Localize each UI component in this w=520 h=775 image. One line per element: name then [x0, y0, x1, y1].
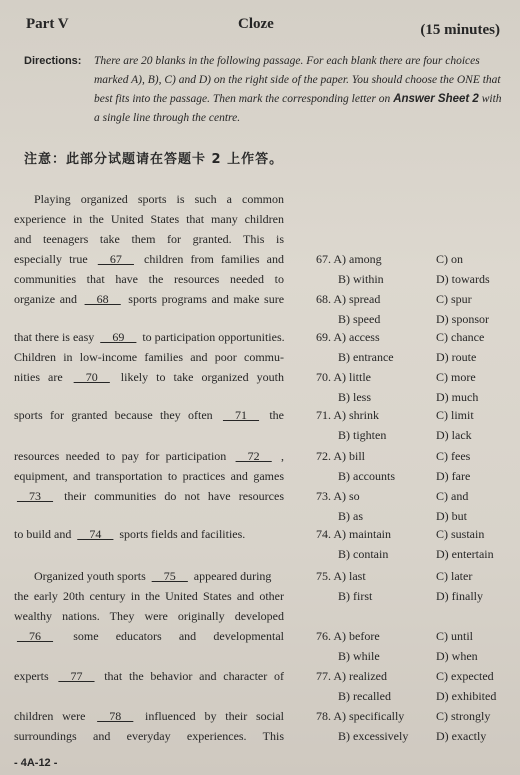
option-76-c: C) until	[436, 629, 474, 643]
option-69-d: D) route	[436, 350, 477, 364]
passage-text-segment: to participation opportunities.	[142, 330, 285, 344]
option-67-c: C) on	[436, 252, 463, 266]
blank-68: __68__	[84, 292, 121, 306]
passage-line	[14, 709, 284, 724]
option-70-c: C) more	[436, 370, 476, 384]
directions-tail: with a single line through the centre.	[94, 93, 502, 124]
option-73-d: D) but	[436, 509, 467, 523]
passage-text-segment: that there is easy	[14, 330, 95, 344]
passage-line	[14, 527, 284, 542]
passage-line	[14, 370, 284, 385]
option-71-b: B) tighten	[338, 428, 387, 442]
option-70-b: B) less	[338, 390, 371, 404]
passage-line	[14, 350, 284, 365]
passage-text-segment: sports for granted because they often	[14, 408, 213, 422]
passage-line	[14, 408, 284, 423]
option-68-c: C) spur	[436, 292, 472, 306]
option-75-b: B) first	[338, 589, 373, 603]
passage-text-segment: surroundings and everyday experiences. This	[14, 729, 284, 743]
passage-line	[14, 449, 284, 464]
option-76-d: D) when	[436, 649, 478, 663]
option-67-a: 67. A) among	[316, 252, 382, 266]
option-78-c: C) strongly	[436, 709, 491, 723]
passage-line	[14, 330, 284, 345]
directions-label: Directions:	[24, 55, 82, 67]
passage-line	[14, 252, 284, 267]
blank-71: __71__	[223, 408, 259, 422]
passage-text-segment: resources needed to pay for participation	[14, 449, 227, 463]
passage-line	[14, 669, 284, 684]
passage-line	[14, 589, 284, 604]
option-67-d: D) towards	[436, 272, 490, 286]
blank-69: __69__	[100, 330, 137, 344]
option-74-c: C) sustain	[436, 527, 485, 541]
passage-line	[34, 192, 284, 207]
blank-78: __78__	[97, 709, 134, 723]
blank-72: __72__	[235, 449, 272, 463]
option-71-d: D) lack	[436, 428, 472, 442]
option-78-d: D) exactly	[436, 729, 487, 743]
passage-text-segment: experience in the United States that many children	[14, 212, 284, 226]
option-67-b: B) within	[338, 272, 384, 286]
passage-line	[14, 272, 284, 287]
option-77-c: C) expected	[436, 669, 494, 683]
blank-67: __67__	[97, 252, 134, 266]
option-68-a: 68. A) spread	[316, 292, 381, 306]
option-69-c: C) chance	[436, 330, 485, 344]
blank-74: __74__	[77, 527, 114, 541]
option-77-d: D) exhibited	[436, 689, 497, 703]
passage-text-segment: appeared during	[193, 569, 272, 583]
passage-line	[14, 232, 284, 247]
passage-text-segment: some educators and developmental	[73, 629, 285, 643]
notice-chinese: 注意：此部分试题请在答题卡 2 上作答。	[24, 152, 284, 167]
passage-line	[14, 729, 284, 744]
passage-text-segment: nities are	[14, 370, 63, 384]
passage-text-segment: Organized youth sports	[34, 569, 146, 583]
time-limit: (15 minutes)	[420, 22, 500, 38]
passage-text-segment: sports programs and make sure	[128, 292, 285, 306]
option-76-b: B) while	[338, 649, 380, 663]
option-78-b: B) excessively	[338, 729, 409, 743]
passage-text-segment: equipment, and transportation to practices and games	[14, 469, 284, 483]
option-73-b: B) as	[338, 509, 363, 523]
option-75-c: C) later	[436, 569, 473, 583]
part-label: Part V	[26, 16, 69, 32]
option-73-a: 73. A) so	[316, 489, 360, 503]
blank-70: __70__	[73, 370, 110, 384]
option-72-a: 72. A) bill	[316, 449, 366, 463]
passage-text-segment: influenced by their social	[145, 709, 285, 723]
option-77-a: 77. A) realized	[316, 669, 387, 683]
blank-73: __73__	[17, 489, 53, 503]
option-72-c: C) fees	[436, 449, 471, 463]
passage-line	[14, 212, 284, 227]
passage-text-segment: sports fields and facilities.	[119, 527, 246, 541]
passage-text-segment: likely to take organized youth	[120, 370, 285, 384]
passage-text-segment: the	[269, 408, 285, 422]
section-title: Cloze	[238, 16, 274, 32]
passage-line	[14, 609, 284, 624]
passage-text-segment: children from families and	[144, 252, 285, 266]
answer-sheet-label: Answer Sheet 2	[393, 93, 479, 105]
passage-text-segment: children were	[14, 709, 86, 723]
directions-text	[94, 52, 506, 128]
option-72-b: B) accounts	[338, 469, 395, 483]
passage-text-segment: that the behavior and character of	[104, 669, 285, 683]
passage-line	[14, 292, 284, 307]
option-68-b: B) speed	[338, 312, 381, 326]
directions-body: There are 20 blanks in the following passage. For each blank there are four choices marked A), B), C) and D) on the right side of the paper. You should choose the ONE that best fits into the passage. Then mark the corresponding letter on	[94, 55, 501, 105]
passage-line	[14, 469, 284, 484]
option-73-c: C) and	[436, 489, 469, 503]
passage-text-segment: communities that have the resources needed to	[14, 272, 284, 286]
option-69-a: 69. A) access	[316, 330, 380, 344]
option-68-d: D) sponsor	[436, 312, 489, 326]
option-78-a: 78. A) specifically	[316, 709, 405, 723]
passage-text-segment: the early 20th century in the United States and other	[14, 589, 284, 603]
section-header	[24, 14, 502, 44]
option-74-a: 74. A) maintain	[316, 527, 391, 541]
passage-text-segment: wealthy nations. They were originally developed	[14, 609, 284, 623]
passage-text-segment: Children in low-income families and poor commu-	[14, 350, 284, 364]
option-71-a: 71. A) shrink	[316, 408, 379, 422]
option-75-a: 75. A) last	[316, 569, 366, 583]
option-69-b: B) entrance	[338, 350, 394, 364]
passage-line	[14, 629, 284, 644]
blank-76: __76__	[17, 629, 53, 643]
option-70-d: D) much	[436, 390, 479, 404]
option-74-d: D) entertain	[436, 547, 494, 561]
passage-text-segment: experts	[14, 669, 49, 683]
passage-line	[14, 489, 284, 504]
blank-77: __77__	[58, 669, 95, 683]
page-number: - 4A-12 -	[14, 757, 58, 769]
option-75-d: D) finally	[436, 589, 483, 603]
passage-text-segment: to build and	[14, 527, 72, 541]
passage-text-segment: especially true	[14, 252, 88, 266]
option-74-b: B) contain	[338, 547, 389, 561]
passage-text-segment: their communities do not have resources	[64, 489, 285, 503]
option-77-b: B) recalled	[338, 689, 391, 703]
passage-text-segment: and teenagers take them for granted. This is	[14, 232, 284, 246]
option-76-a: 76. A) before	[316, 629, 380, 643]
passage-line	[34, 569, 284, 584]
passage-text-segment: organize and	[14, 292, 78, 306]
option-70-a: 70. A) little	[316, 370, 371, 384]
passage-text-segment: ,	[281, 449, 284, 463]
blank-75: __75__	[151, 569, 188, 583]
passage-text-segment: Playing organized sports is such a common	[34, 192, 284, 206]
option-71-c: C) limit	[436, 408, 474, 422]
option-72-d: D) fare	[436, 469, 471, 483]
